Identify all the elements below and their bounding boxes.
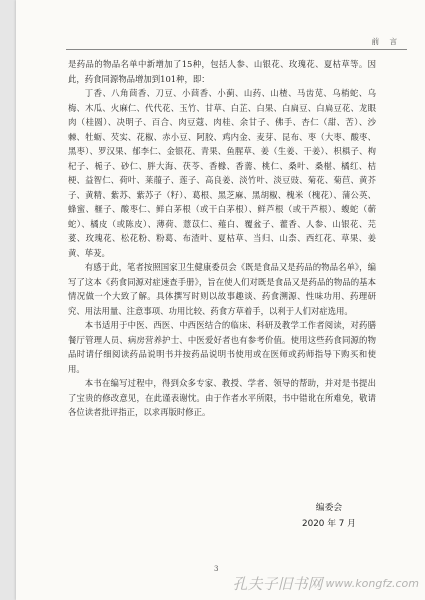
paragraph-acknowledgement: 本书在编写过程中，得到众多专家、教授、学者、领导的帮助，并对是书提出了宝贵的修改意见，在此谨表谢忱。由于作者水平所限，书中错讹在所难免，敬请各位读者批评指正，以求再版时修正。: [68, 378, 376, 417]
running-head: 前 言: [371, 37, 401, 46]
signature-date: 2020 年 7 月: [302, 519, 356, 529]
page-header: [16, 0, 425, 52]
preface-body: [68, 57, 376, 420]
paragraph-audience: 本书适用于中医、西医、中西医结合的临床、科研及教学工作者阅读，对药膳餐厅管理人员、病房营养护士、中医爱好者也有参考价值。使用这些药食同源的物品时请仔细阅读药品说明书并按药品说明书使用或在医师或药师指导下购买和使用。: [68, 320, 376, 374]
paragraph-purpose: 有感于此，笔者按照国家卫生健康委员会《既是食品又是药品的物品名单》，编写了这本《药食同源对症速查手册》，旨在使人们对既是食品又是药品的物品的基本情况做一个大致了解。具体撰写时则以故事趣谈、药食溯源、性味功用、药理研究、用法用量、注意事项、功用比较、药食方草着手，以利于人们对症选用。: [68, 262, 376, 316]
watermark-url: www.kongfz.com: [325, 577, 419, 590]
paragraph-herb-list: 丁香、八角茴香、刀豆、小茴香、小蓟、山药、山楂、马齿苋、乌梢蛇、乌梅、木瓜、火麻仁、代代花、玉竹、甘草、白芷、白果、白扁豆、白扁豆花、龙眼肉（桂圆）、决明子、百合、肉豆蔻、肉桂、余甘子、佛手、杏仁（甜、苦）、沙棘、牡蛎、芡实、花椒、赤小豆、阿胶、鸡内金、麦芽、昆布、枣（大枣、酸枣、黑枣）、罗汉果、郁李仁、金银花、青果、鱼腥草、姜（生姜、干姜）、枳椇子、枸杞子、栀子、砂仁、胖大海、茯苓、香橼、香薷、桃仁、桑叶、桑椹、橘红、桔梗、益智仁、荷叶、莱菔子、莲子、高良姜、淡竹叶、淡豆豉、菊花、菊苣、黄芥子、黄精、紫苏、紫苏子（籽）、葛根、黑芝麻、黑胡椒、槐米（槐花）、蒲公英、蜂蜜、榧子、酸枣仁、鲜白茅根（或干白茅根）、鲜芦根（或干芦根）、蝮蛇（蕲蛇）、橘皮（或陈皮）、薄荷、薏苡仁、薤白、覆盆子、藿香、人参、山银花、芫荽、玫瑰花、松花粉、粉葛、布渣叶、夏枯草、当归、山柰、西红花、草果、姜黄、荜茇。: [68, 88, 376, 258]
page-number: 3: [214, 565, 219, 573]
signature-org: 编委会: [315, 503, 343, 513]
signature-block: [289, 500, 369, 532]
paragraph-intro-continued: 是药品的物品名单中新增加了15种，包括人参、山银花、玫瑰花、夏枯草等。因此，药食同源物品增加到101种，即：: [68, 59, 376, 84]
watermark-logo: 孔夫子旧书网: [232, 575, 323, 593]
header-divider: [66, 49, 407, 50]
book-page: [16, 0, 425, 600]
site-watermark: [233, 573, 420, 594]
